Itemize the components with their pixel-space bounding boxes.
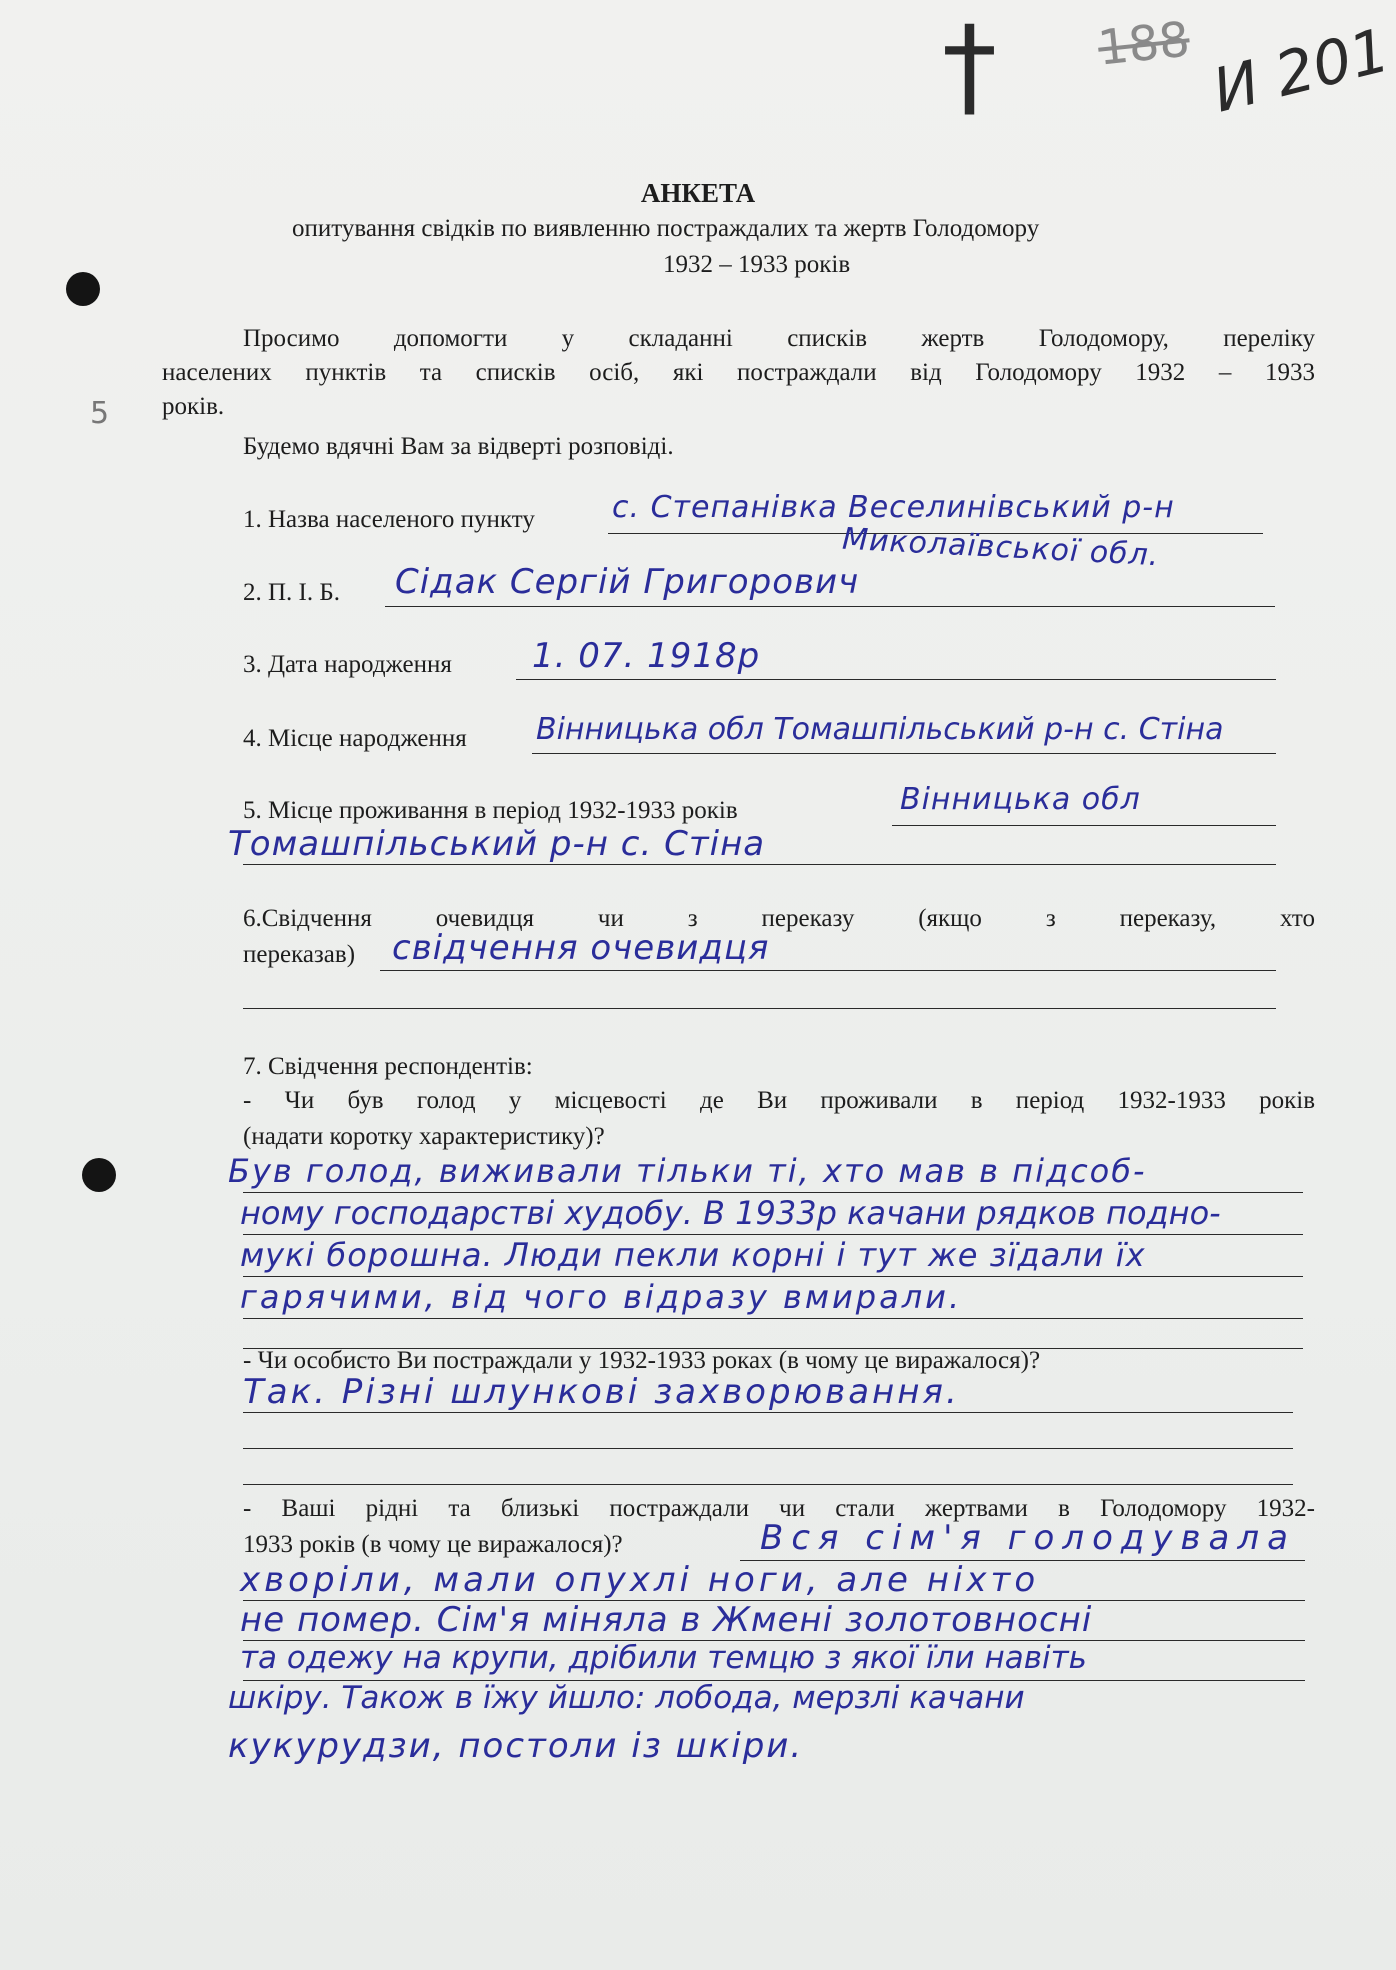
birthplace-value: Вінницька обл Томашпільський р-н с. Стіна (536, 712, 1224, 747)
q3-line-2: 1933 років (в чому це виражалося)? (243, 1531, 623, 1558)
q1-line-2: (надати коротку характеристику)? (243, 1123, 605, 1150)
punch-hole-bottom (82, 1158, 116, 1192)
a3-line-2: не помер. Сім'я міняла в Жмені золотовносні (240, 1600, 1093, 1640)
testimony-value: свідчення очевидця (392, 928, 770, 968)
form-years: 1932 – 1933 років (663, 251, 851, 278)
testimony-underline-2 (243, 1008, 1276, 1009)
settlement-label: 1. Назва населеного пункту (243, 506, 535, 533)
a2-value: Так. Різні шлункові захворювання. (243, 1372, 960, 1412)
corner-cross-mark: † (942, 2, 997, 130)
name-label: 2. П. І. Б. (243, 579, 340, 606)
testimony-underline-1 (380, 970, 1276, 971)
a1-line-2: ному господарстві худобу. В 1933р качани рядков подно- (240, 1194, 1221, 1232)
crossed-page-number: 188 (1095, 11, 1193, 77)
a3-line-1: хворіли, мали опухлі ноги, але ніхто (240, 1560, 1040, 1600)
a2-underline-1 (243, 1412, 1293, 1413)
archive-number: И 201 (1206, 15, 1396, 127)
residence-underline-2 (243, 864, 1276, 865)
a1-underline-3 (243, 1276, 1303, 1277)
a1-underline-4 (243, 1318, 1303, 1319)
a1-line-4: гарячими, від чого відразу вмирали. (240, 1278, 963, 1316)
form-subtitle: опитування свідків по виявленню постраждалих та жертв Голодомору (292, 215, 1040, 242)
residence-value-2: Томашпільський р-н с. Стіна (228, 824, 766, 864)
settlement-value: с. Степанівка Веселинівський р-н (612, 490, 1175, 525)
q1-line-1: - Чи був голод у місцевості де Ви проживали в період 1932-1933 років (243, 1087, 1315, 1114)
margin-mark: 5 (90, 396, 110, 431)
a3-line-4: шкіру. Також в їжу йшло: лобода, мерзлі качани (228, 1680, 1025, 1716)
residence-underline-1 (892, 825, 1276, 826)
intro-line-3: років. (162, 393, 225, 420)
testimony-label-line-2: переказав) (243, 941, 356, 968)
birthdate-label: 3. Дата народження (243, 651, 452, 678)
testimony-label-line-1: 6.Свідчення очевидця чи з переказу (якщо з переказу, хто (243, 905, 1315, 932)
q3-line-1: - Ваші рідні та близькі постраждали чи стали жертвами в Голодомору 1932- (243, 1495, 1315, 1522)
intro-line-2: населених пунктів та списків осіб, які постраждали від Голодомору 1932 – 1933 (162, 359, 1315, 386)
a1-line-3: мукі борошна. Люди пекли корні і тут же зїдали їх (240, 1236, 1146, 1274)
residence-value: Вінницька обл (900, 782, 1141, 817)
punch-hole-top (66, 272, 100, 306)
residence-label: 5. Місце проживання в період 1932-1933 років (243, 797, 738, 824)
birthplace-underline (532, 753, 1276, 754)
section7-heading: 7. Свідчення респондентів: (243, 1053, 533, 1080)
a1-underline-1 (243, 1192, 1303, 1193)
a3-first-line: Вся сім'я голодувала (760, 1518, 1296, 1558)
name-underline (385, 606, 1275, 607)
birthdate-underline (516, 679, 1276, 680)
a2-underline-3 (243, 1484, 1293, 1485)
q2-text: - Чи особисто Ви постраждали у 1932-1933 роках (в чому це виражалося)? (243, 1347, 1041, 1374)
name-value: Сідак Сергій Григорович (395, 562, 860, 602)
birthplace-label: 4. Місце народження (243, 725, 467, 752)
a3-line-5: кукурудзи, постоли із шкіри. (228, 1726, 804, 1766)
a2-underline-2 (243, 1448, 1293, 1449)
intro-thanks: Будемо вдячні Вам за відверті розповіді. (243, 433, 674, 460)
a1-underline-2 (243, 1234, 1303, 1235)
a3-line-3: та одежу на крупи, дрібили темцю з якої їли навіть (240, 1640, 1087, 1676)
form-title: АНКЕТА (640, 178, 756, 208)
intro-line-1: Просимо допомогти у складанні списків жертв Голодомору, переліку (243, 325, 1315, 352)
birthdate-value: 1. 07. 1918р (532, 636, 761, 676)
a1-line-1: Був голод, виживали тільки ті, хто мав в підсоб- (228, 1152, 1147, 1190)
settlement-value-2: Миколаївської обл. (841, 521, 1161, 574)
